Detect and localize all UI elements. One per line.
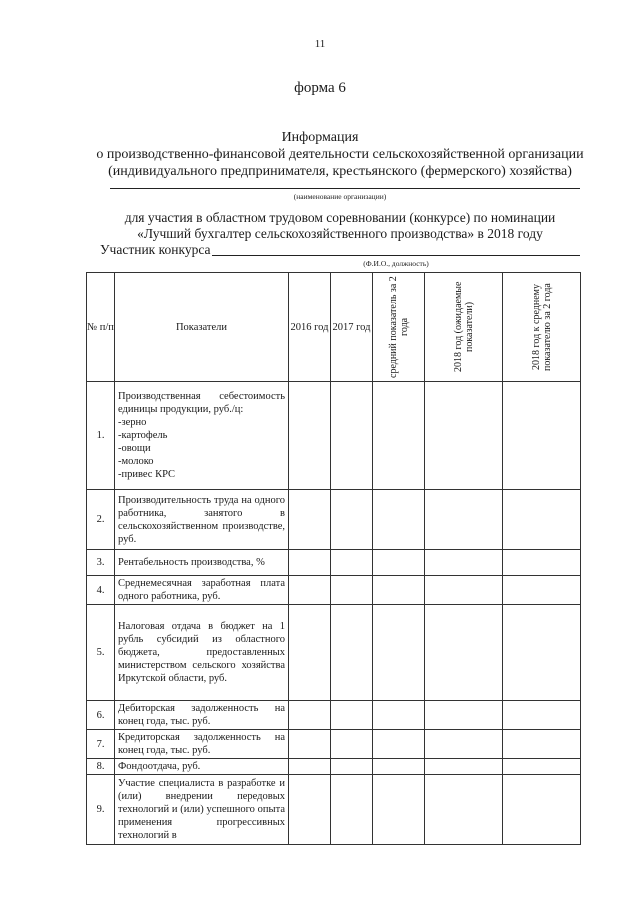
value-average-cell[interactable]	[373, 730, 425, 759]
value-2017-cell[interactable]	[331, 775, 373, 845]
value-average-cell[interactable]	[373, 701, 425, 730]
indicator-text: -привес КРС	[118, 469, 176, 480]
value-2018-cell[interactable]	[425, 730, 503, 759]
value-ratio-cell[interactable]	[503, 775, 581, 845]
value-ratio-cell[interactable]	[503, 730, 581, 759]
value-2017-cell[interactable]	[331, 490, 373, 550]
participant-label: Участник конкурса	[100, 242, 211, 257]
indicator-text: Рентабельность производства, %	[118, 557, 265, 568]
indicator-text: Фондоотдача, руб.	[118, 761, 201, 772]
row-number: 6.	[87, 701, 115, 730]
value-2018-cell[interactable]	[425, 701, 503, 730]
value-2017-cell[interactable]	[331, 730, 373, 759]
table-row	[87, 490, 581, 550]
table-row	[87, 576, 581, 605]
value-ratio-cell[interactable]	[503, 382, 581, 490]
header-num: № п/п	[87, 273, 115, 382]
indicator-text: -молоко	[118, 456, 154, 467]
organization-name-line[interactable]	[110, 188, 580, 189]
indicator-text: Производственная себестоимость единицы продукции, руб./ц:	[118, 391, 285, 415]
header-2018-expected: 2018 год (ожидаемые показатели)	[425, 273, 503, 382]
indicator-text: Участие специалиста в разработке и (или) внедрении передовых технологий и (или) успешного опыта применения прогрессивных технологий в	[118, 778, 285, 841]
page-number: 11	[314, 38, 326, 50]
indicator-text: -овощи	[118, 443, 151, 454]
value-2017-cell[interactable]	[331, 576, 373, 605]
value-2017-cell[interactable]	[331, 550, 373, 576]
value-ratio-cell[interactable]	[503, 605, 581, 701]
indicator-text: -картофель	[118, 430, 168, 441]
document-title: Информация	[281, 130, 359, 145]
table-row	[87, 382, 581, 490]
document-title-line-2: о производственно-финансовой деятельности сельскохозяйственной организации	[96, 147, 584, 162]
value-average-cell[interactable]	[373, 759, 425, 775]
value-2017-cell[interactable]	[331, 605, 373, 701]
value-average-cell[interactable]	[373, 490, 425, 550]
table-header-row	[87, 273, 581, 382]
indicator-cell	[115, 759, 289, 775]
header-2018-ratio: 2018 год к среднему показателю за 2 года	[503, 273, 581, 382]
value-average-cell[interactable]	[373, 550, 425, 576]
header-2016: 2016 год	[289, 273, 331, 382]
value-2017-cell[interactable]	[331, 759, 373, 775]
value-2018-cell[interactable]	[425, 382, 503, 490]
value-2017-cell[interactable]	[331, 701, 373, 730]
row-number: 3.	[87, 550, 115, 576]
table-row	[87, 605, 581, 701]
value-ratio-cell[interactable]	[503, 759, 581, 775]
table-row	[87, 775, 581, 845]
row-number: 9.	[87, 775, 115, 845]
row-number: 8.	[87, 759, 115, 775]
value-average-cell[interactable]	[373, 775, 425, 845]
header-average-2-years: средний показатель за 2 года	[373, 273, 425, 382]
table-row	[87, 759, 581, 775]
value-ratio-cell[interactable]	[503, 490, 581, 550]
table-row	[87, 550, 581, 576]
value-2016-cell[interactable]	[289, 382, 331, 490]
row-number: 1.	[87, 382, 115, 490]
value-2018-cell[interactable]	[425, 550, 503, 576]
form-label: форма 6	[294, 80, 346, 96]
value-2016-cell[interactable]	[289, 605, 331, 701]
participant-hint: (Ф.И.О., должность)	[363, 259, 429, 268]
indicator-cell	[115, 382, 289, 490]
value-average-cell[interactable]	[373, 605, 425, 701]
indicator-text: Дебиторская задолженность на конец года, тыс. руб.	[118, 703, 285, 727]
indicator-cell	[115, 730, 289, 759]
value-2018-cell[interactable]	[425, 576, 503, 605]
value-ratio-cell[interactable]	[503, 576, 581, 605]
row-number: 2.	[87, 490, 115, 550]
indicator-text: Налоговая отдача в бюджет на 1 рубль субсидий из областного бюджета, предоставленных министерством сельского хозяйства Иркутской области, руб.	[118, 621, 285, 684]
value-2018-cell[interactable]	[425, 775, 503, 845]
row-number: 7.	[87, 730, 115, 759]
table-row	[87, 730, 581, 759]
value-average-cell[interactable]	[373, 576, 425, 605]
value-2018-cell[interactable]	[425, 759, 503, 775]
value-2016-cell[interactable]	[289, 550, 331, 576]
document-title-line-3: (индивидуального предпринимателя, крестьянского (фермерского) хозяйства)	[108, 164, 572, 179]
value-2016-cell[interactable]	[289, 490, 331, 550]
subtitle-line-2: «Лучший бухгалтер сельскохозяйственного производства» в 2018 году	[137, 226, 543, 241]
table-row	[87, 701, 581, 730]
row-number: 5.	[87, 605, 115, 701]
indicator-cell	[115, 605, 289, 701]
indicator-cell	[115, 775, 289, 845]
indicator-cell	[115, 490, 289, 550]
value-2016-cell[interactable]	[289, 775, 331, 845]
value-2016-cell[interactable]	[289, 701, 331, 730]
header-indicator: Показатели	[115, 273, 289, 382]
value-2018-cell[interactable]	[425, 605, 503, 701]
participant-name-line[interactable]	[212, 255, 580, 256]
indicator-text: Среднемесячная заработная плата одного работника, руб.	[118, 578, 285, 602]
value-2016-cell[interactable]	[289, 576, 331, 605]
indicator-text: Производительность труда на одного работника, занятого в сельскохозяйственном производстве, руб.	[118, 494, 285, 545]
value-ratio-cell[interactable]	[503, 701, 581, 730]
indicator-cell	[115, 576, 289, 605]
value-ratio-cell[interactable]	[503, 550, 581, 576]
value-2016-cell[interactable]	[289, 759, 331, 775]
indicator-cell	[115, 550, 289, 576]
subtitle-line-1: для участия в областном трудовом соревновании (конкурсе) по номинации	[124, 210, 556, 225]
value-2016-cell[interactable]	[289, 730, 331, 759]
value-average-cell[interactable]	[373, 382, 425, 490]
indicators-table	[86, 272, 581, 845]
row-number: 4.	[87, 576, 115, 605]
value-2017-cell[interactable]	[331, 382, 373, 490]
indicator-text: Кредиторская задолженность на конец года, тыс. руб.	[118, 732, 285, 756]
value-2018-cell[interactable]	[425, 490, 503, 550]
indicator-cell	[115, 701, 289, 730]
indicator-text: -зерно	[118, 417, 147, 428]
header-2017: 2017 год	[331, 273, 373, 382]
organization-name-hint: (наименование организации)	[293, 192, 387, 201]
